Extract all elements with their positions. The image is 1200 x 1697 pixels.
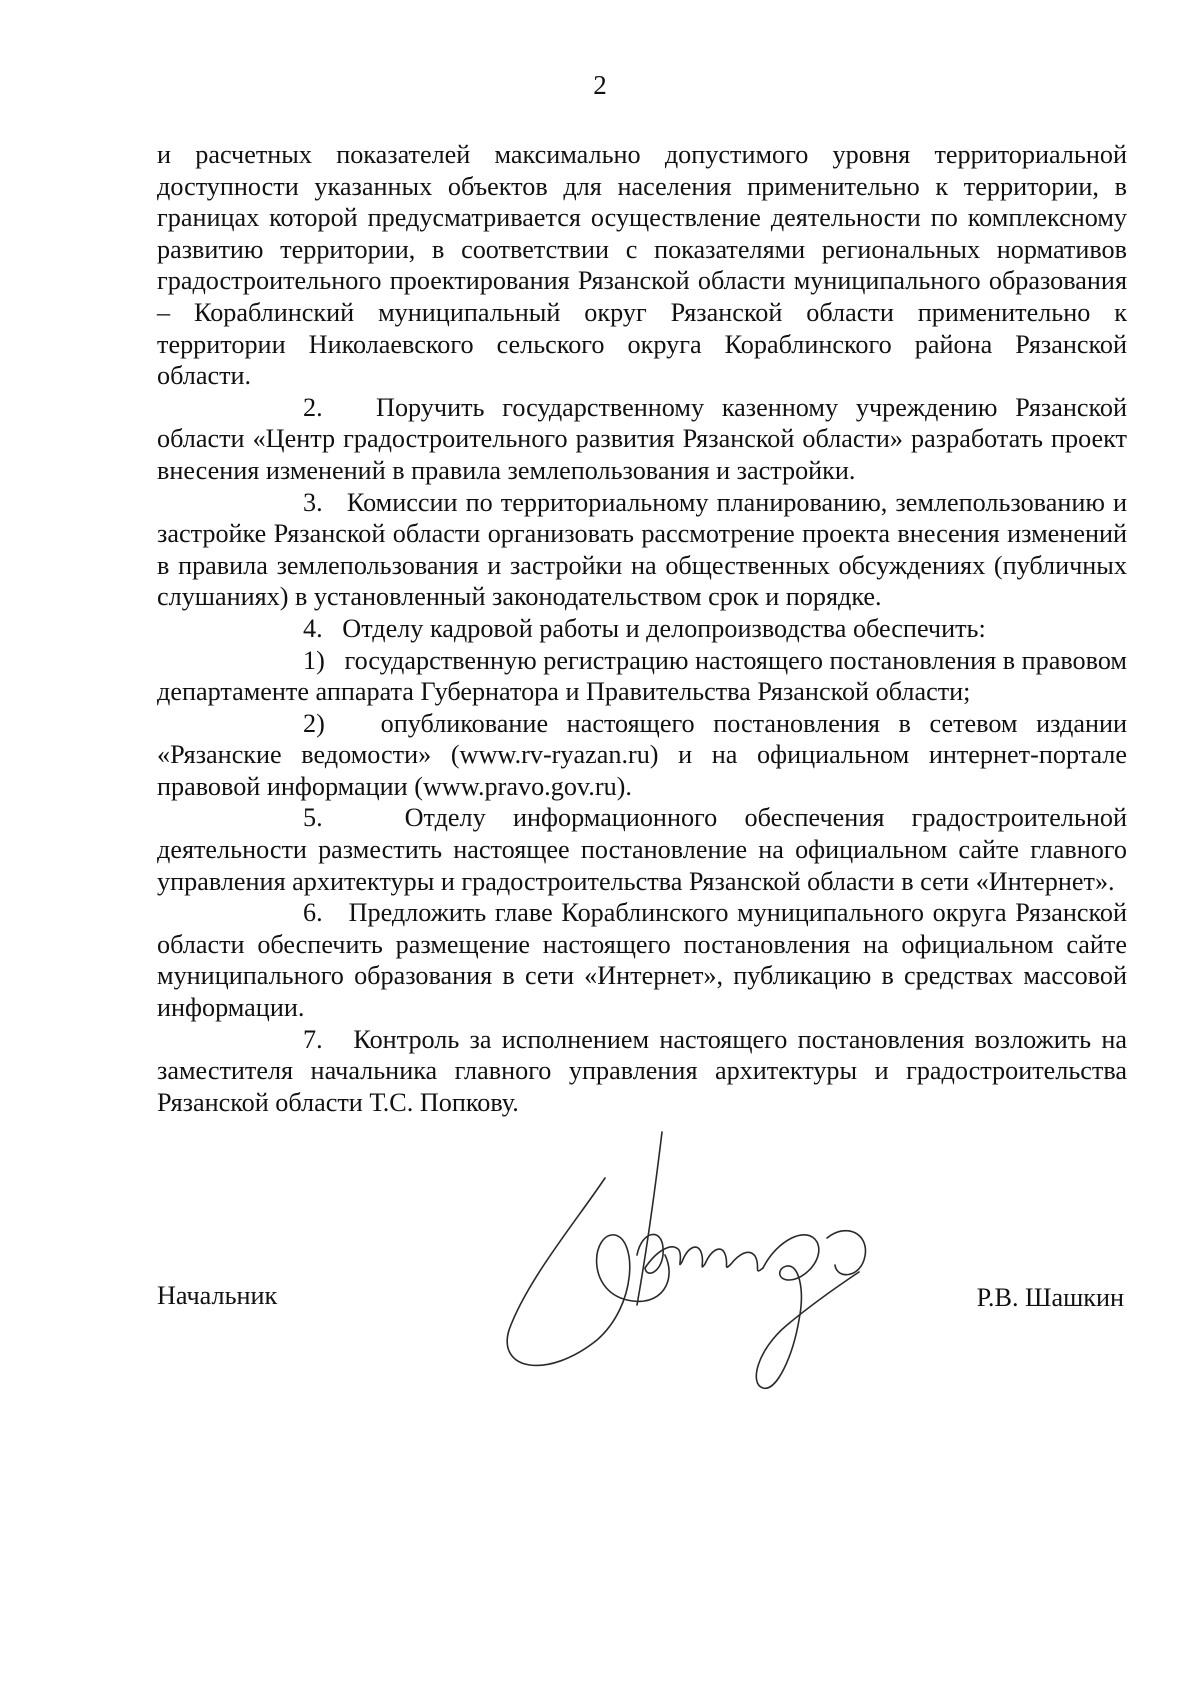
- paragraph-number: 2.: [303, 392, 323, 422]
- paragraph-text: Отделу информационного обеспечения градостроительной деятельности разместить настоящее постановление на официальном сайте главного управления архитектуры и градостроительства Рязанской области в сети «Интернет».: [157, 803, 1128, 896]
- paragraph-number: 6.: [303, 898, 323, 928]
- paragraph-number: 5.: [303, 803, 323, 833]
- handwritten-signature: [487, 1130, 887, 1400]
- paragraph-text: опубликование настоящего постановления в сетевом издании «Рязанские ведомости» (www.rv-ryazan.ru) и на официальном интернет-портале правовой информации (www.pravo.gov.ru).: [157, 708, 1127, 801]
- paragraph-text: и расчетных показателей максимально допустимого уровня территориальной доступности указанных объектов для населения применительно к территории, в границах которой предусматривается осуществление деятельности по комплексному развитию территории, в соответствии с показателями региональных нормативов градостроительного проектирования Рязанской области муниципального образования – Кораблинский муниципальный округ Рязанской области применительно к территории Николаевского сельского округа Кораблинского района Рязанской области.: [157, 140, 1127, 391]
- paragraph-number: 3.: [303, 487, 323, 517]
- paragraph-item-2: [157, 392, 1127, 487]
- paragraph-number: 2): [303, 708, 325, 738]
- paragraph-text: Предложить главе Кораблинского муниципального округа Рязанской области обеспечить размещение настоящего постановления на официальном сайте муниципального образования в сети «Интернет», публикацию в средствах массовой информации.: [157, 898, 1128, 1023]
- paragraph-item-3: [157, 487, 1127, 613]
- page-number: 2: [593, 70, 607, 100]
- paragraph-number: 1): [303, 645, 325, 675]
- paragraph-subitem-2: [157, 708, 1127, 803]
- paragraph-text: государственную регистрацию настоящего постановления в правовом департаменте аппарата Губернатора и Правительства Рязанской области;: [157, 645, 1128, 707]
- paragraph-number: 4.: [303, 613, 323, 643]
- signer-position: Начальник: [157, 1281, 278, 1310]
- paragraph-continuation: [157, 139, 1127, 392]
- paragraph-text: Контроль за исполнением настоящего постановления возложить на заместителя начальника главного управления архитектуры и градостроительства Рязанской области Т.С. Попкову.: [157, 1024, 1128, 1117]
- paragraph-item-5: [157, 802, 1127, 897]
- signer-name: Р.В. Шашкин: [976, 1283, 1124, 1312]
- paragraph-item-4: [157, 613, 1127, 645]
- paragraph-text: Поручить государственному казенному учреждению Рязанской области «Центр градостроительного развития Рязанской области» разработать проект внесения изменений в правила землепользования и застройки.: [157, 392, 1127, 485]
- document-body: [157, 139, 1127, 1118]
- paragraph-text: Комиссии по территориальному планированию, землепользованию и застройке Рязанской области организовать рассмотрение проекта внесения изменений в правила землепользования и застройки на общественных обсуждениях (публичных слушаниях) в установленный законодательством срок и порядке.: [157, 487, 1128, 612]
- paragraph-subitem-1: [157, 645, 1127, 708]
- paragraph-item-7: [157, 1024, 1127, 1119]
- paragraph-text: Отделу кадровой работы и делопроизводства обеспечить:: [342, 613, 986, 643]
- paragraph-item-6: [157, 897, 1127, 1023]
- paragraph-number: 7.: [303, 1024, 323, 1054]
- signature-block: [157, 1230, 1127, 1430]
